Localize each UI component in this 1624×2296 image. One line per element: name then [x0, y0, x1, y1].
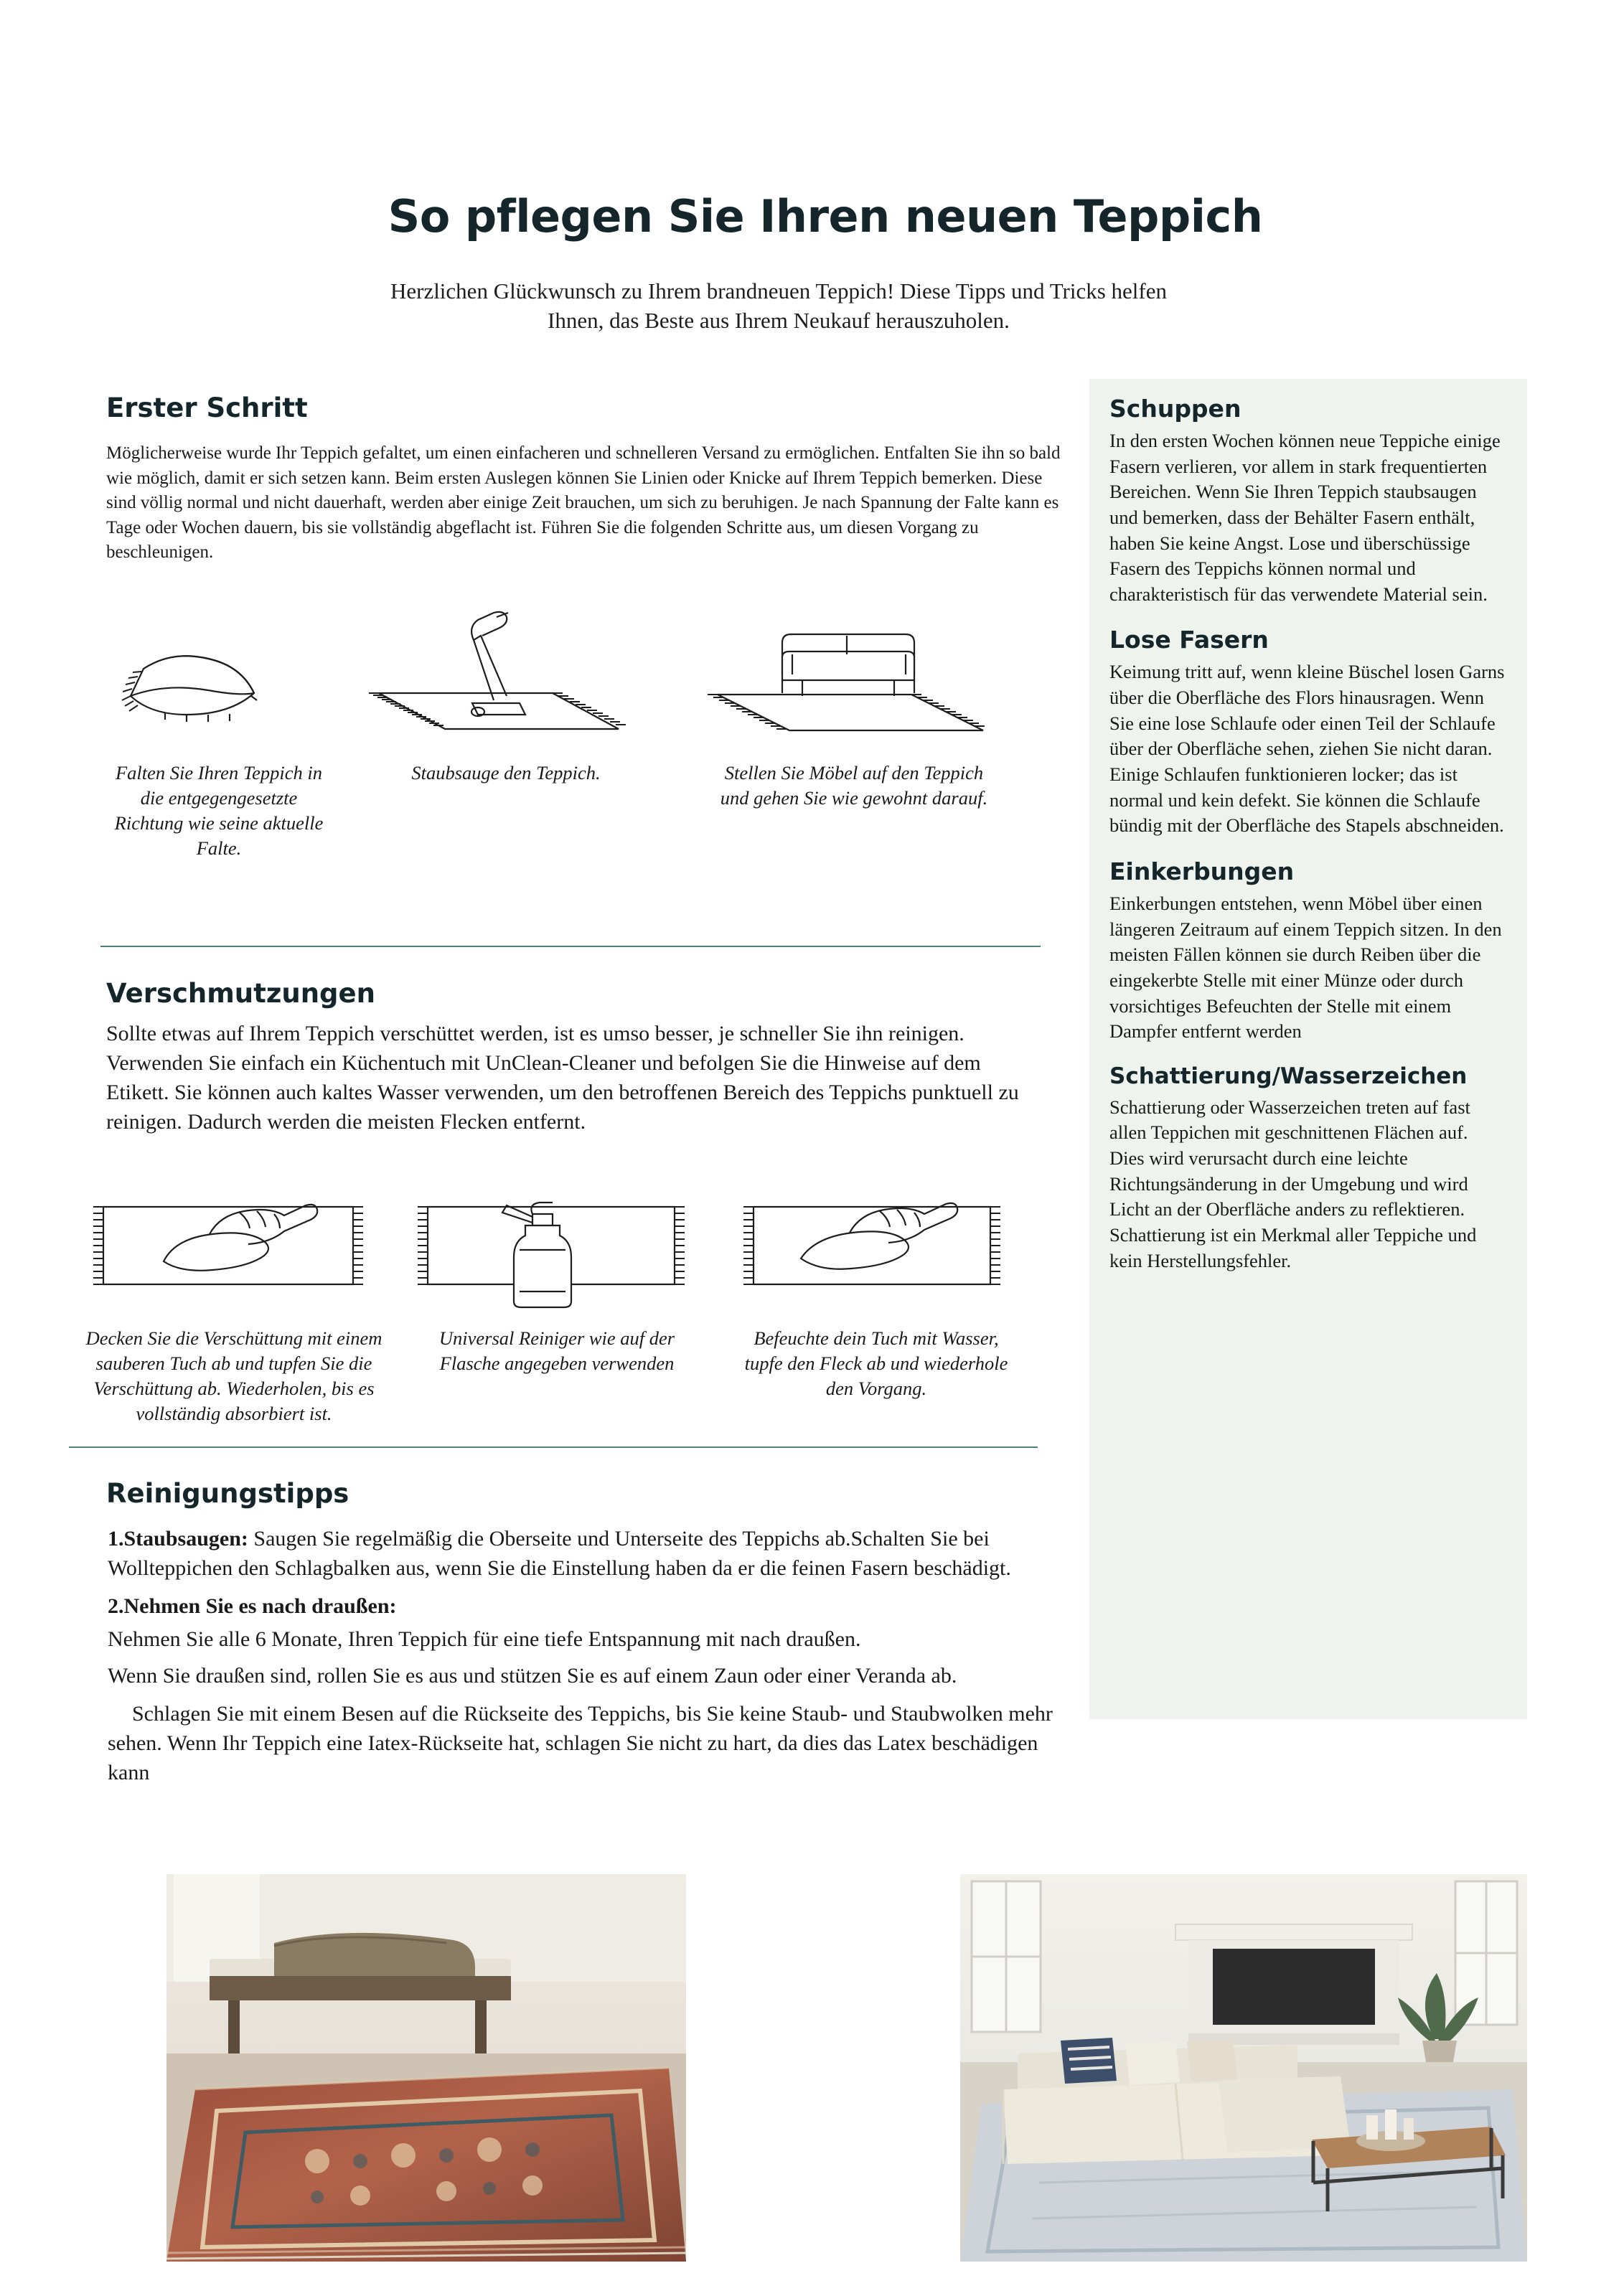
illustration-blot-spill — [69, 1184, 399, 1426]
sidebar-heading-shading: Schattierung/Wasserzeichen — [1109, 1063, 1468, 1089]
list-item-title: Nehmen Sie es nach draußen: — [123, 1594, 397, 1618]
illustration-damp-cloth — [715, 1184, 1038, 1401]
sidebar-body-shedding: In den ersten Wochen können neue Teppiche einige Fasern verlieren, vor allem in stark frequentierten Bereichen. Wenn Sie Ihren Teppich staubsaugen und bemerken, dass der Behälter Fasern enthält, haben Sie keine Angst. Lose und überschüssige Fasern des Teppichs können normal und charakteristisch für das verwendete Material sein. — [1109, 430, 1501, 605]
living-room-rug-photo — [960, 1874, 1527, 2262]
section-heading-cleaning-tips: Reinigungstipps — [106, 1478, 349, 1509]
fold-rug-icon — [100, 588, 337, 753]
illustration-row-first-step — [100, 588, 1048, 890]
page-title: So pflegen Sie Ihren neuen Teppich — [388, 190, 1263, 243]
illustration-caption: Decken Sie die Verschüttung mit einem sauberen Tuch ab und tupfen Sie die Verschüttung ab. Wiederholen, bis es vollständig absorbiert ist. — [85, 1327, 382, 1424]
section-heading-spills: Verschmutzungen — [106, 978, 375, 1009]
bedroom-rug-photo — [166, 1874, 686, 2262]
divider-first-step — [100, 946, 1041, 947]
illustration-caption: Stellen Sie Möbel auf den Teppich und gehen Sie wie gewohnt darauf. — [720, 762, 988, 809]
section-heading-first-step: Erster Schritt — [106, 392, 308, 423]
list-item — [108, 1525, 1062, 1584]
cleaning-tips-list — [108, 1525, 1062, 1787]
illustration-vacuum-rug — [337, 588, 675, 786]
sofa-on-rug-icon — [675, 588, 1033, 753]
sidebar-heading-indentations: Einkerbungen — [1109, 857, 1295, 885]
illustration-caption: Universal Reiniger wie auf der Flasche angegeben verwenden — [438, 1327, 675, 1374]
list-item-number: 1. — [108, 1527, 124, 1551]
illustration-caption: Befeuchte dein Tuch mit Wasser, tupfe den Fleck ab und wiederhole den Vorgang. — [744, 1327, 1008, 1399]
section-body-first-step: Möglicherweise wurde Ihr Teppich gefaltet, um einen einfacheren und schnelleren Versand zu ermöglichen. Entfalten Sie ihn so bald wie möglich, damit er sich setzen kann. Beim ersten Auslegen können Sie Linien oder Knicke auf Ihrem Teppich bemerken. Diese sind völlig normal und nicht dauerhaft, werden aber einige Zeit brauchen, um sich zu beruhigen. Je nach Spannung der Falte kann es Tage oder Wochen dauern, bis sie vollständig abgeflacht ist. Führen Sie die folgenden Schritte aus, um diesen Vorgang zu beschleunigen. — [106, 443, 1061, 562]
cleaning-tips-paragraph: Nehmen Sie alle 6 Monate, Ihren Teppich für eine tiefe Entspannung mit nach draußen. — [108, 1627, 861, 1652]
list-item-text: Saugen Sie regelmäßig die Oberseite und Unterseite des Teppichs ab.Schalten Sie bei Wollteppichen den Schlagbalken aus, wenn Sie die Einstellung haben da er die feinen Fasern beschädigt. — [108, 1527, 1011, 1580]
sidebar-heading-shedding: Schuppen — [1109, 395, 1242, 423]
spray-bottle-icon — [399, 1184, 715, 1320]
sidebar-body-shading: Schattierung oder Wasserzeichen treten auf fast allen Teppichen mit geschnittenen Flächen auf. Dies wird verursacht durch eine leichte Richtungsänderung in der Umgebung und wird Licht an der Oberfläche anders zu reflektieren. Schattierung ist ein Merkmal aller Teppiche und kein Herstellungsfehler. — [1109, 1096, 1477, 1271]
illustration-furniture-on-rug — [675, 588, 1033, 811]
blot-cloth-icon — [69, 1184, 399, 1320]
sidebar-body-indentations: Einkerbungen entstehen, wenn Möbel über einen längeren Zeitraum auf einem Teppich sitzen. In den meisten Fällen können sie durch Reiben über die eingekerbte Stelle mit einer Münze oder durch vorsichtiges Befeuchten der Stelle mit einem Dampfer entfernt werden — [1109, 892, 1502, 1043]
vacuum-rug-icon — [337, 588, 675, 753]
illustration-row-spills — [69, 1184, 1052, 1471]
list-item-number: 2. — [108, 1594, 124, 1618]
illustration-fold-rug — [100, 588, 337, 861]
sidebar-panel — [1089, 379, 1527, 1719]
page-subtitle: Herzlichen Glückwunsch zu Ihrem brandneuen Teppich! Diese Tipps und Tricks helfen Ihnen, das Beste aus Ihrem Neukauf herauszuholen. — [390, 278, 1168, 334]
cleaning-tips-paragraph: Schlagen Sie mit einem Besen auf die Rückseite des Teppichs, bis Sie keine Staub- und Staubwolken mehr sehen. Wenn Ihr Teppich eine Iatex-Rückseite hat, schlagen Sie nicht zu hart, da dies das Latex beschädigen kann — [108, 1701, 1053, 1784]
divider-spills — [69, 1446, 1038, 1448]
damp-cloth-icon — [715, 1184, 1038, 1320]
cleaning-tips-paragraph: Wenn Sie draußen sind, rollen Sie es aus und stützen Sie es auf einem Zaun oder einer Veranda ab. — [108, 1664, 957, 1688]
sidebar-body-loose-fibers: Keimung tritt auf, wenn kleine Büschel losen Garns über die Oberfläche des Flors hinausragen. Wenn Sie eine lose Schlaufe oder einen Teil der Schlaufe über der Oberfläche sehen, ziehen Sie nicht daran. Einige Schlaufen funktionieren locker; das ist normal und kein defekt. Sie können die Schlaufe bündig mit der Oberfläche des Stapels abschneiden. — [1109, 661, 1505, 837]
illustration-caption: Falten Sie Ihren Teppich in die entgegengesetzte Richtung wie seine aktuelle Falte. — [114, 762, 324, 859]
illustration-spray-bottle — [399, 1184, 715, 1376]
section-body-spills: Sollte etwas auf Ihrem Teppich verschüttet werden, ist es umso besser, je schneller Sie ihn reinigen. Verwenden Sie einfach ein Küchentuch mit UnClean-Cleaner und befolgen Sie die Hinweise auf dem Etikett. Sie können auch kaltes Wasser verwenden, um den betroffenen Bereich des Teppichs punktuell zu reinigen. Dadurch werden die meisten Flecken entfernt. — [106, 1022, 1019, 1134]
list-item-title: Staubsaugen: — [123, 1527, 248, 1551]
list-item — [108, 1592, 1062, 1622]
illustration-caption: Staubsauge den Teppich. — [411, 762, 601, 784]
sidebar-heading-loose-fibers: Lose Fasern — [1109, 626, 1269, 654]
